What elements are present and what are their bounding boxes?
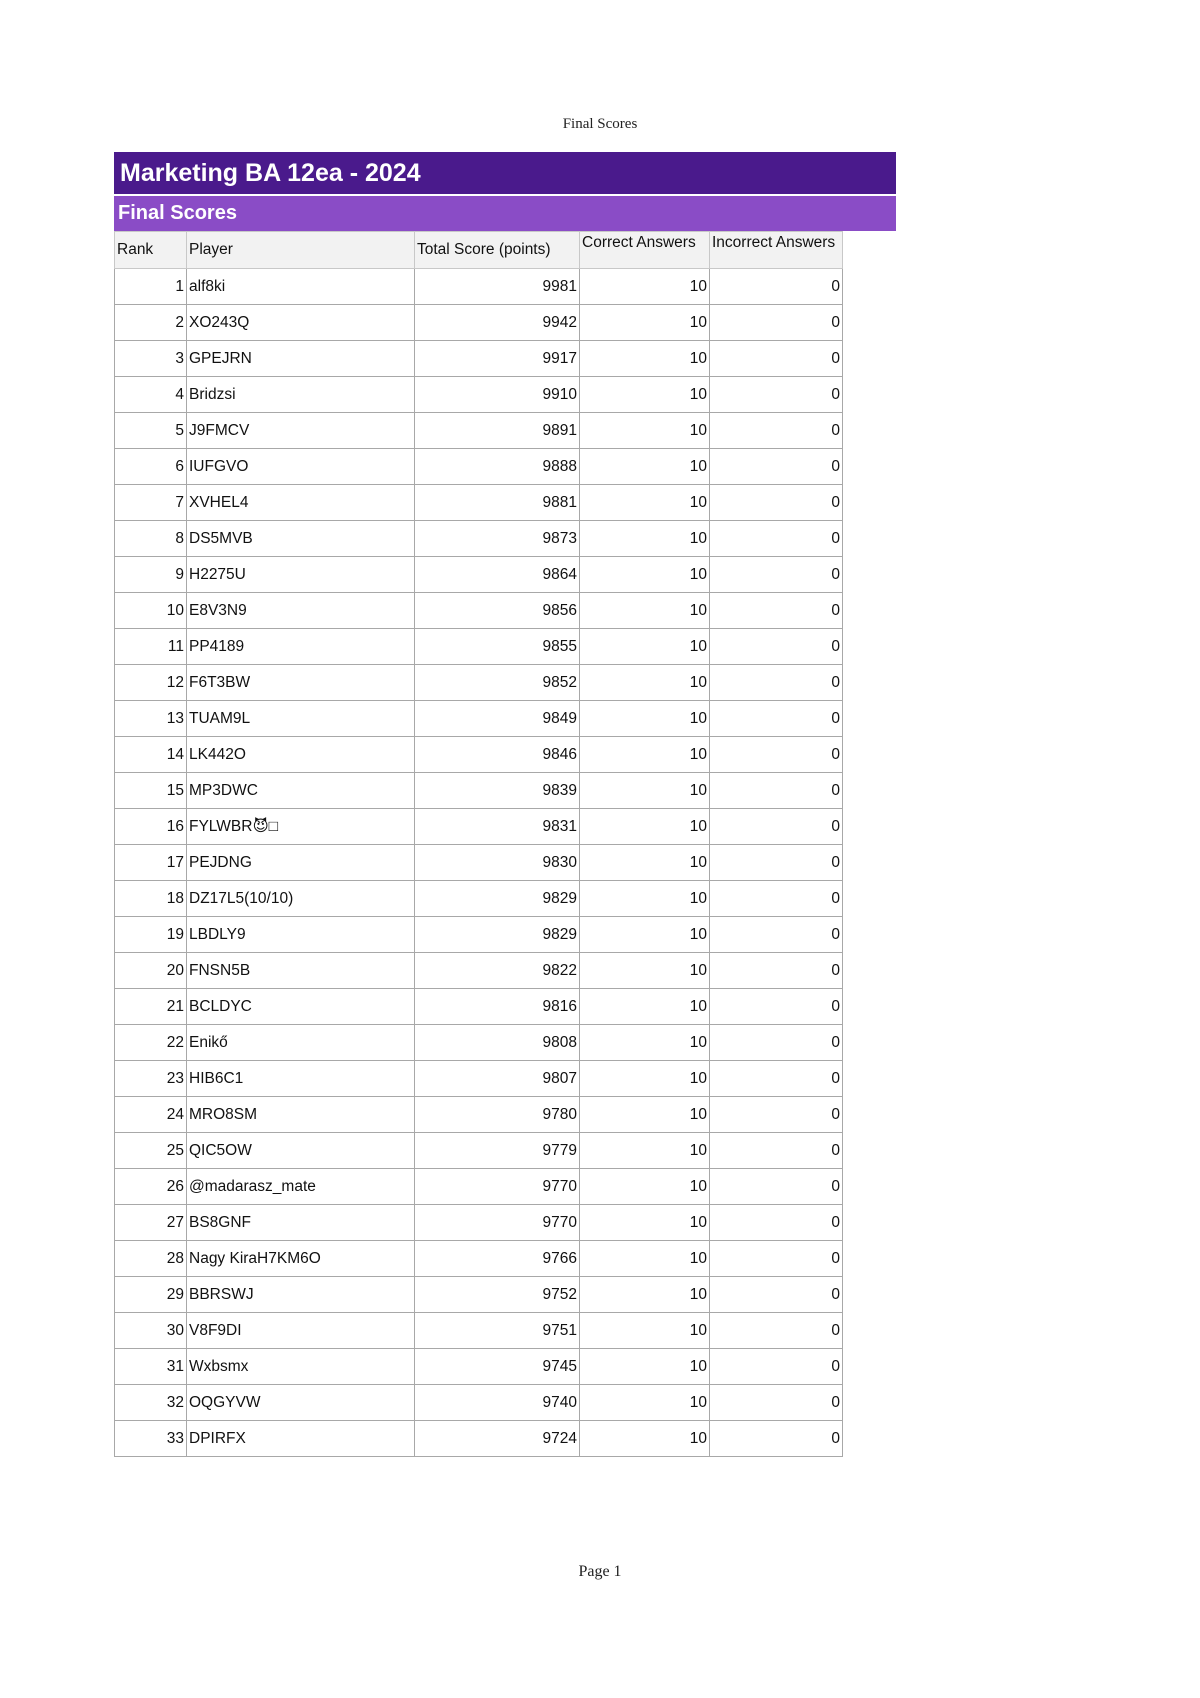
table-row <box>115 377 843 413</box>
cell-total-score: 9846 <box>415 737 580 773</box>
table-row <box>115 989 843 1025</box>
cell-player: IUFGVO <box>187 449 415 485</box>
cell-rank: 21 <box>115 989 187 1025</box>
cell-total-score: 9829 <box>415 917 580 953</box>
cell-incorrect-answers: 0 <box>710 1061 843 1097</box>
cell-total-score: 9873 <box>415 521 580 557</box>
cell-correct-answers: 10 <box>580 413 710 449</box>
cell-rank: 2 <box>115 305 187 341</box>
cell-rank: 8 <box>115 521 187 557</box>
cell-correct-answers: 10 <box>580 773 710 809</box>
cell-correct-answers: 10 <box>580 1169 710 1205</box>
cell-player: LK442O <box>187 737 415 773</box>
cell-total-score: 9751 <box>415 1313 580 1349</box>
cell-player: QIC5OW <box>187 1133 415 1169</box>
table-row <box>115 881 843 917</box>
scores-sheet <box>114 152 896 1457</box>
cell-rank: 29 <box>115 1277 187 1313</box>
cell-incorrect-answers: 0 <box>710 629 843 665</box>
cell-player: Nagy KiraH7KM6O <box>187 1241 415 1277</box>
cell-rank: 16 <box>115 809 187 845</box>
cell-player: DS5MVB <box>187 521 415 557</box>
cell-rank: 1 <box>115 269 187 305</box>
cell-player: GPEJRN <box>187 341 415 377</box>
cell-player: BCLDYC <box>187 989 415 1025</box>
cell-correct-answers: 10 <box>580 1025 710 1061</box>
cell-incorrect-answers: 0 <box>710 1133 843 1169</box>
cell-correct-answers: 10 <box>580 1097 710 1133</box>
cell-total-score: 9917 <box>415 341 580 377</box>
cell-total-score: 9807 <box>415 1061 580 1097</box>
cell-incorrect-answers: 0 <box>710 377 843 413</box>
cell-player: XO243Q <box>187 305 415 341</box>
table-row <box>115 737 843 773</box>
cell-rank: 24 <box>115 1097 187 1133</box>
scores-table <box>114 231 843 1457</box>
cell-player: TUAM9L <box>187 701 415 737</box>
cell-player: Wxbsmx <box>187 1349 415 1385</box>
cell-incorrect-answers: 0 <box>710 521 843 557</box>
cell-total-score: 9849 <box>415 701 580 737</box>
cell-correct-answers: 10 <box>580 377 710 413</box>
cell-player: MP3DWC <box>187 773 415 809</box>
cell-player: H2275U <box>187 557 415 593</box>
cell-incorrect-answers: 0 <box>710 737 843 773</box>
cell-correct-answers: 10 <box>580 1385 710 1421</box>
cell-incorrect-answers: 0 <box>710 773 843 809</box>
cell-player: FYLWBR😈□ <box>187 809 415 845</box>
column-header-correct-answers: Correct Answers <box>580 232 710 269</box>
table-row <box>115 485 843 521</box>
cell-incorrect-answers: 0 <box>710 557 843 593</box>
cell-correct-answers: 10 <box>580 1349 710 1385</box>
cell-rank: 27 <box>115 1205 187 1241</box>
cell-rank: 18 <box>115 881 187 917</box>
page-header: Final Scores <box>562 116 638 132</box>
column-header-player: Player <box>187 232 415 269</box>
cell-rank: 13 <box>115 701 187 737</box>
cell-correct-answers: 10 <box>580 269 710 305</box>
column-header-incorrect-answers: Incorrect Answers <box>710 232 843 269</box>
cell-correct-answers: 10 <box>580 1205 710 1241</box>
cell-correct-answers: 10 <box>580 809 710 845</box>
table-row <box>115 1025 843 1061</box>
cell-incorrect-answers: 0 <box>710 1169 843 1205</box>
cell-total-score: 9752 <box>415 1277 580 1313</box>
cell-incorrect-answers: 0 <box>710 845 843 881</box>
cell-player: V8F9DI <box>187 1313 415 1349</box>
table-row <box>115 1349 843 1385</box>
cell-incorrect-answers: 0 <box>710 1421 843 1457</box>
table-row <box>115 1097 843 1133</box>
cell-total-score: 9740 <box>415 1385 580 1421</box>
cell-correct-answers: 10 <box>580 305 710 341</box>
cell-correct-answers: 10 <box>580 449 710 485</box>
cell-player: Bridzsi <box>187 377 415 413</box>
cell-incorrect-answers: 0 <box>710 485 843 521</box>
cell-total-score: 9770 <box>415 1205 580 1241</box>
cell-total-score: 9942 <box>415 305 580 341</box>
cell-correct-answers: 10 <box>580 593 710 629</box>
cell-total-score: 9766 <box>415 1241 580 1277</box>
cell-incorrect-answers: 0 <box>710 269 843 305</box>
cell-rank: 30 <box>115 1313 187 1349</box>
cell-total-score: 9724 <box>415 1421 580 1457</box>
table-row <box>115 1169 843 1205</box>
cell-player: @madarasz_mate <box>187 1169 415 1205</box>
cell-correct-answers: 10 <box>580 557 710 593</box>
cell-player: OQGYVW <box>187 1385 415 1421</box>
cell-rank: 7 <box>115 485 187 521</box>
cell-rank: 25 <box>115 1133 187 1169</box>
cell-player: alf8ki <box>187 269 415 305</box>
cell-player: PEJDNG <box>187 845 415 881</box>
table-row <box>115 1241 843 1277</box>
cell-total-score: 9779 <box>415 1133 580 1169</box>
cell-rank: 32 <box>115 1385 187 1421</box>
cell-total-score: 9808 <box>415 1025 580 1061</box>
cell-total-score: 9745 <box>415 1349 580 1385</box>
table-row <box>115 845 843 881</box>
cell-correct-answers: 10 <box>580 1277 710 1313</box>
cell-incorrect-answers: 0 <box>710 953 843 989</box>
cell-correct-answers: 10 <box>580 1313 710 1349</box>
cell-incorrect-answers: 0 <box>710 1385 843 1421</box>
table-row <box>115 521 843 557</box>
table-row <box>115 413 843 449</box>
cell-incorrect-answers: 0 <box>710 809 843 845</box>
cell-total-score: 9852 <box>415 665 580 701</box>
column-header-rank: Rank <box>115 232 187 269</box>
cell-total-score: 9780 <box>415 1097 580 1133</box>
cell-player: DPIRFX <box>187 1421 415 1457</box>
sheet-subtitle: Final Scores <box>114 196 896 231</box>
cell-player: E8V3N9 <box>187 593 415 629</box>
cell-rank: 20 <box>115 953 187 989</box>
table-row <box>115 701 843 737</box>
cell-incorrect-answers: 0 <box>710 305 843 341</box>
cell-total-score: 9856 <box>415 593 580 629</box>
cell-total-score: 9910 <box>415 377 580 413</box>
cell-correct-answers: 10 <box>580 953 710 989</box>
cell-player: DZ17L5(10/10) <box>187 881 415 917</box>
table-row <box>115 269 843 305</box>
cell-rank: 19 <box>115 917 187 953</box>
cell-player: F6T3BW <box>187 665 415 701</box>
cell-total-score: 9881 <box>415 485 580 521</box>
cell-incorrect-answers: 0 <box>710 341 843 377</box>
table-row <box>115 341 843 377</box>
table-row <box>115 773 843 809</box>
table-row <box>115 809 843 845</box>
cell-incorrect-answers: 0 <box>710 917 843 953</box>
cell-incorrect-answers: 0 <box>710 1313 843 1349</box>
cell-incorrect-answers: 0 <box>710 449 843 485</box>
cell-correct-answers: 10 <box>580 521 710 557</box>
table-row <box>115 593 843 629</box>
cell-total-score: 9839 <box>415 773 580 809</box>
cell-correct-answers: 10 <box>580 737 710 773</box>
cell-correct-answers: 10 <box>580 665 710 701</box>
cell-correct-answers: 10 <box>580 1241 710 1277</box>
table-row <box>115 917 843 953</box>
cell-incorrect-answers: 0 <box>710 1205 843 1241</box>
cell-rank: 10 <box>115 593 187 629</box>
cell-rank: 31 <box>115 1349 187 1385</box>
cell-correct-answers: 10 <box>580 1061 710 1097</box>
cell-incorrect-answers: 0 <box>710 1277 843 1313</box>
cell-correct-answers: 10 <box>580 341 710 377</box>
cell-rank: 17 <box>115 845 187 881</box>
cell-correct-answers: 10 <box>580 701 710 737</box>
table-row <box>115 1421 843 1457</box>
sheet-title: Marketing BA 12ea - 2024 <box>114 152 896 194</box>
cell-incorrect-answers: 0 <box>710 1349 843 1385</box>
cell-player: FNSN5B <box>187 953 415 989</box>
cell-rank: 33 <box>115 1421 187 1457</box>
table-row <box>115 449 843 485</box>
cell-rank: 26 <box>115 1169 187 1205</box>
cell-incorrect-answers: 0 <box>710 1025 843 1061</box>
cell-player: HIB6C1 <box>187 1061 415 1097</box>
cell-incorrect-answers: 0 <box>710 1097 843 1133</box>
column-header-total-score: Total Score (points) <box>415 232 580 269</box>
cell-rank: 4 <box>115 377 187 413</box>
cell-total-score: 9816 <box>415 989 580 1025</box>
cell-total-score: 9770 <box>415 1169 580 1205</box>
table-body <box>115 269 843 1457</box>
table-header-row <box>115 232 843 269</box>
cell-player: XVHEL4 <box>187 485 415 521</box>
table-row <box>115 305 843 341</box>
table-row <box>115 953 843 989</box>
cell-player: BS8GNF <box>187 1205 415 1241</box>
cell-total-score: 9831 <box>415 809 580 845</box>
cell-incorrect-answers: 0 <box>710 413 843 449</box>
cell-total-score: 9891 <box>415 413 580 449</box>
cell-incorrect-answers: 0 <box>710 701 843 737</box>
table-row <box>115 629 843 665</box>
cell-player: Enikő <box>187 1025 415 1061</box>
cell-correct-answers: 10 <box>580 1133 710 1169</box>
cell-total-score: 9829 <box>415 881 580 917</box>
cell-correct-answers: 10 <box>580 917 710 953</box>
cell-incorrect-answers: 0 <box>710 989 843 1025</box>
table-row <box>115 1061 843 1097</box>
cell-correct-answers: 10 <box>580 1421 710 1457</box>
cell-correct-answers: 10 <box>580 485 710 521</box>
cell-total-score: 9888 <box>415 449 580 485</box>
cell-rank: 23 <box>115 1061 187 1097</box>
cell-rank: 3 <box>115 341 187 377</box>
cell-rank: 5 <box>115 413 187 449</box>
cell-player: MRO8SM <box>187 1097 415 1133</box>
cell-rank: 14 <box>115 737 187 773</box>
table-row <box>115 557 843 593</box>
cell-rank: 9 <box>115 557 187 593</box>
cell-rank: 12 <box>115 665 187 701</box>
table-row <box>115 1133 843 1169</box>
cell-total-score: 9830 <box>415 845 580 881</box>
table-row <box>115 1313 843 1349</box>
cell-total-score: 9864 <box>415 557 580 593</box>
cell-total-score: 9981 <box>415 269 580 305</box>
cell-correct-answers: 10 <box>580 845 710 881</box>
cell-rank: 15 <box>115 773 187 809</box>
cell-correct-answers: 10 <box>580 881 710 917</box>
cell-correct-answers: 10 <box>580 989 710 1025</box>
cell-correct-answers: 10 <box>580 629 710 665</box>
cell-player: PP4189 <box>187 629 415 665</box>
cell-player: BBRSWJ <box>187 1277 415 1313</box>
table-row <box>115 665 843 701</box>
cell-total-score: 9855 <box>415 629 580 665</box>
cell-incorrect-answers: 0 <box>710 1241 843 1277</box>
cell-incorrect-answers: 0 <box>710 665 843 701</box>
cell-rank: 11 <box>115 629 187 665</box>
cell-rank: 6 <box>115 449 187 485</box>
cell-total-score: 9822 <box>415 953 580 989</box>
table-row <box>115 1277 843 1313</box>
cell-player: J9FMCV <box>187 413 415 449</box>
cell-rank: 22 <box>115 1025 187 1061</box>
table-row <box>115 1205 843 1241</box>
cell-rank: 28 <box>115 1241 187 1277</box>
cell-incorrect-answers: 0 <box>710 593 843 629</box>
cell-incorrect-answers: 0 <box>710 881 843 917</box>
table-row <box>115 1385 843 1421</box>
page-footer: Page 1 <box>578 1563 622 1580</box>
cell-player: LBDLY9 <box>187 917 415 953</box>
